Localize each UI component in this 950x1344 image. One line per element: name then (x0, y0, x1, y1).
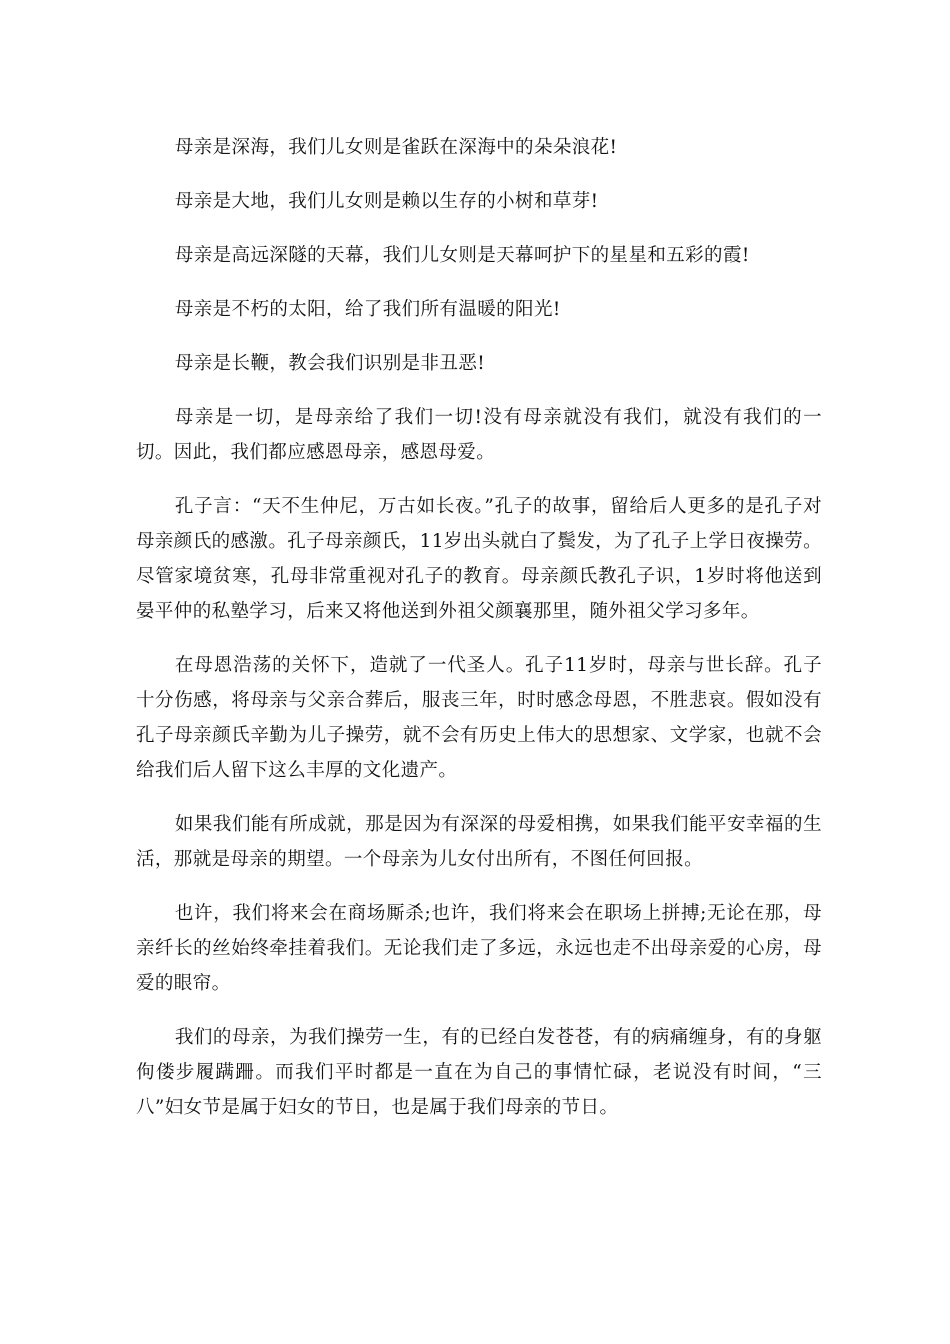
paragraph: 我们的母亲，为我们操劳一生，有的已经白发苍苍，有的病痛缠身，有的身躯佝偻步履蹒跚。而我们平时都是一直在为自己的事情忙碌，老说没有时间，“三八”妇女节是属于妇女的节日，也是属于我们母亲的节日。 (136, 1027, 822, 1118)
paragraph: 母亲是一切，是母亲给了我们一切!没有母亲就没有我们，就没有我们的一切。因此，我们都应感恩母亲，感恩母爱。 (136, 407, 822, 463)
paragraph: 孔子言：“天不生仲尼，万古如长夜。”孔子的故事，留给后人更多的是孔子对母亲颜氏的感激。孔子母亲颜氏，11岁出头就白了鬓发，为了孔子上学日夜操劳。尽管家境贫寒，孔母非常重视对孔子的教育。母亲颜氏教孔子识，1岁时将他送到晏平仲的私塾学习，后来又将他送到外祖父颜襄那里，随外祖父学习多年。 (136, 496, 822, 622)
paragraph: 如果我们能有所成就，那是因为有深深的母爱相携，如果我们能平安幸福的生活，那就是母亲的期望。一个母亲为儿女付出所有，不图任何回报。 (136, 814, 822, 870)
document-body (136, 130, 822, 1144)
paragraph: 也许，我们将来会在商场厮杀;也许，我们将来会在职场上拼搏;无论在那，母亲纤长的丝始终牵挂着我们。无论我们走了多远，永远也走不出母亲爱的心房，母爱的眼帘。 (136, 903, 822, 994)
paragraph: 母亲是不朽的太阳，给了我们所有温暖的阳光! (174, 299, 561, 320)
paragraph: 在母恩浩荡的关怀下，造就了一代圣人。孔子11岁时，母亲与世长辞。孔子十分伤感，将母亲与父亲合葬后，服丧三年，时时感念母恩，不胜悲哀。假如没有孔子母亲颜氏辛勤为儿子操劳，就不会有历史上伟大的思想家、文学家，也就不会给我们后人留下这么丰厚的文化遗产。 (136, 655, 822, 781)
paragraph: 母亲是长鞭，教会我们识别是非丑恶! (174, 353, 486, 374)
paragraph: 母亲是深海，我们儿女则是雀跃在深海中的朵朵浪花! (174, 137, 618, 158)
paragraph: 母亲是大地，我们儿女则是赖以生存的小树和草芽! (174, 191, 599, 212)
paragraph: 母亲是高远深隧的天幕，我们儿女则是天幕呵护下的星星和五彩的霞! (174, 245, 750, 266)
